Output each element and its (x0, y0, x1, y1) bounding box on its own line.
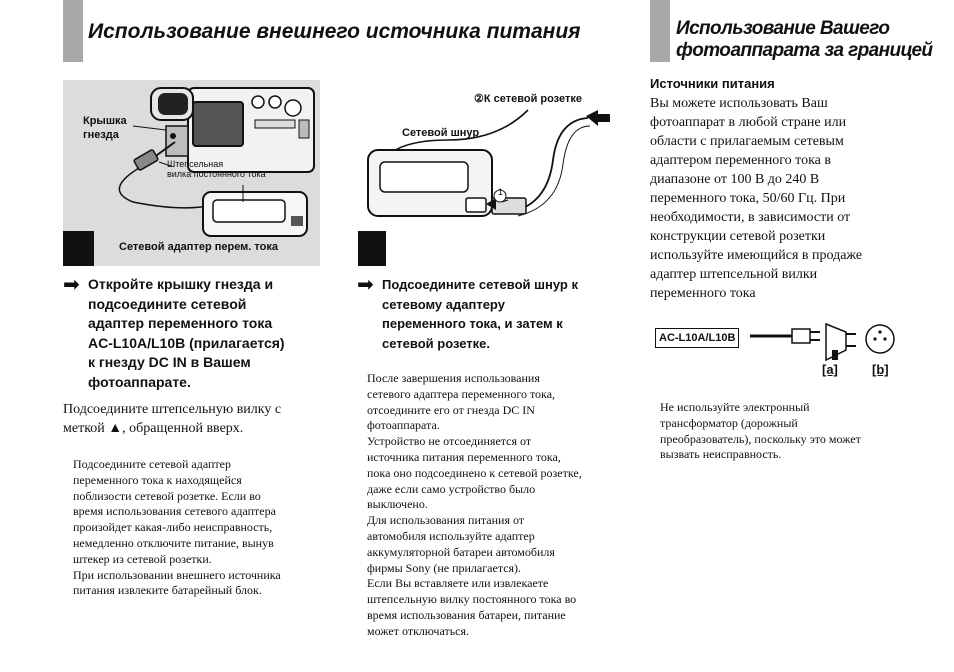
model-label-box: AC-L10A/L10B (655, 328, 739, 348)
section-tab-left (63, 0, 83, 62)
label-to-outlet: ②К сетевой розетке (474, 93, 582, 105)
section-tab-right (650, 0, 670, 62)
label-a: [a] (822, 362, 838, 377)
subheading-power-sources: Источники питания (650, 76, 775, 91)
step-1-instruction: Откройте крышку гнезда и подсоедините сетевой адаптер переменного тока AC-L10A/L10B (прилагается) к гнезду DC IN в Вашем фотоаппарате. (88, 276, 285, 390)
label-dc-plug: Штепсельная вилка постоянного тока (167, 159, 266, 179)
plug-adapter-icon (650, 318, 910, 382)
page-title-left: Использование внешнего источника питания (88, 20, 581, 43)
note-right: Не используйте электронный трансформатор (дорожный преобразователь), поскольку это может вызвать неисправность. (660, 400, 861, 462)
label-ac-adapter: Сетевой адаптер перем. тока (119, 241, 279, 253)
step-1-body: Подсоедините штепсельную вилку с меткой ▲, обращенной вверх. (63, 402, 282, 436)
arrow-right-icon: ➡ (63, 272, 80, 296)
figure-power-cord (358, 80, 610, 266)
callout-1: 1 (498, 187, 504, 197)
page-title-right: Использование Вашего фотоаппарата за границей (676, 18, 933, 61)
label-b: [b] (872, 362, 889, 377)
step-number-box-2 (358, 231, 386, 266)
step-2-instruction: Подсоедините сетевой шнур к сетевому адаптеру переменного тока, и затем к сетевой розетке. (382, 277, 578, 351)
plug-adapter-diagram (650, 318, 910, 382)
power-cord-illustration (358, 80, 610, 266)
note-left: Подсоедините сетевой адаптер переменного тока к находящейся поблизости сетевой розетке. Если во время использования сетевого адаптера произойдет какая-либо неисправность, немедленно отключите питание, вынув штекер из сетевой розетки. При использовании внешнего источника питания извлеките батарейный блок. (73, 457, 281, 598)
body-right: Вы можете использовать Ваш фотоаппарат в любой стране или области с прилагаемым сетевым адаптером переменного тока в диапазоне от 100 В до 240 В переменного тока, 50/60 Гц. При необходимости, в зависимости от конструкции сетевой розетки используйте имеющийся в продаже адаптер штепсельной вилки переменного тока (650, 96, 863, 301)
label-jack-cover: Крышка гнезда (83, 115, 127, 141)
step-number-box-1 (63, 231, 94, 266)
label-power-cord: Сетевой шнур (402, 127, 480, 139)
note-middle: После завершения использования сетевого адаптера переменного тока, отсоедините его от гнезда DC IN фотоаппарата. Устройство не отсоединяется от источника питания переменного тока, пока оно подсоединено к сетевой розетке, даже если само устройство было выключено. Для использования питания от автомобиля используйте адаптер аккумуляторной батареи автомобиля фирмы Sony (не прилагается). Если Вы вставляете или извлекаете штепсельную вилку постоянного тока во время использования батареи, питание может отключаться. (367, 371, 582, 638)
arrow-right-icon: ➡ (357, 272, 374, 296)
figure-camera-adapter (63, 80, 320, 266)
